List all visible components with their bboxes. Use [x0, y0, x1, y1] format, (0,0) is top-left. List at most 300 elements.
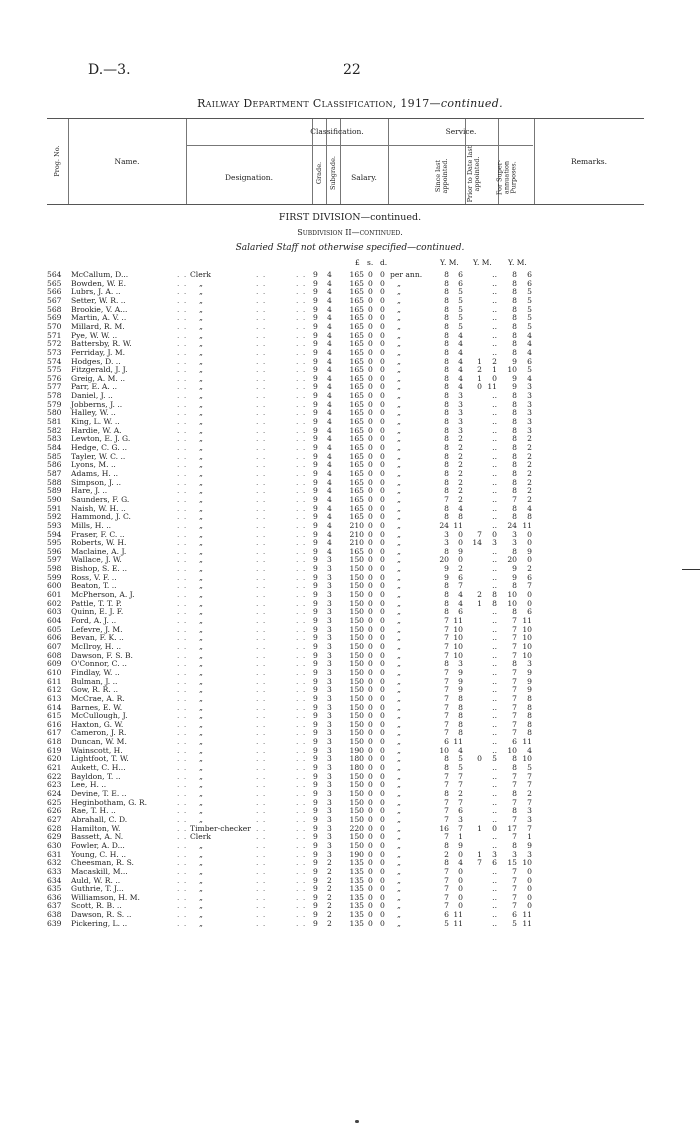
leader-dots: . . — [296, 295, 307, 305]
leader-dots: . . — [296, 780, 307, 790]
row-pence: 0 — [380, 711, 385, 721]
row-pence: 0 — [380, 633, 385, 643]
table-row — [0, 815, 700, 824]
row-grade: 9 — [313, 814, 318, 824]
row-super-years: 8 — [512, 763, 517, 773]
row-super-years: 20 — [507, 555, 517, 565]
leader-dots: . . — [296, 598, 307, 608]
leader-dots: . . — [296, 443, 307, 452]
row-pence: 0 — [380, 425, 385, 435]
leader-dots: . . — [177, 728, 188, 738]
unit-pound: £ — [355, 258, 360, 267]
row-since-years: 3 — [444, 529, 449, 539]
row-shillings: 0 — [368, 451, 373, 461]
row-prog-no: 604 — [47, 616, 62, 625]
row-name: Lubrs, J. A. .. — [71, 287, 121, 297]
row-prog-no: 571 — [47, 330, 62, 340]
leader-dots: . . — [177, 676, 188, 686]
leader-dots: . . — [256, 866, 267, 876]
row-since-months: 8 — [458, 728, 463, 738]
row-designation-ditto: „ — [199, 373, 203, 383]
row-prior-months: .. — [492, 494, 497, 504]
leader-dots: . . — [296, 607, 307, 617]
row-per-ditto: „ — [397, 347, 401, 357]
row-designation-ditto: „ — [199, 468, 203, 478]
table-row — [0, 703, 700, 712]
row-subgrade: 4 — [327, 512, 332, 522]
row-super-years: 15 — [507, 858, 517, 868]
row-since-years: 8 — [444, 659, 449, 669]
document-code: D.—3. — [88, 62, 131, 78]
table-row — [0, 850, 700, 859]
leader-dots: . . — [256, 434, 267, 444]
row-pence: 0 — [380, 520, 385, 530]
row-pence: 0 — [380, 607, 385, 617]
leader-dots: . . — [177, 408, 188, 418]
row-prior-months: .. — [492, 321, 497, 331]
leader-dots: . . — [256, 564, 267, 574]
row-shillings: 0 — [368, 330, 373, 340]
table-row — [0, 486, 700, 495]
table-row — [0, 607, 700, 616]
row-since-years: 8 — [444, 590, 449, 600]
row-super-years: 7 — [512, 711, 517, 721]
row-subgrade: 3 — [327, 650, 332, 660]
leader-dots: . . — [296, 486, 307, 496]
row-prog-no: 564 — [47, 270, 62, 279]
leader-dots: . . — [177, 572, 188, 582]
table-row — [0, 417, 700, 426]
leader-dots: . . — [177, 806, 188, 816]
row-super-years: 7 — [512, 633, 517, 643]
row-prog-no: 627 — [47, 814, 62, 824]
row-super-months: 9 — [527, 667, 532, 677]
leader-dots: . . — [296, 304, 307, 314]
leader-dots: . . — [296, 365, 307, 375]
row-super-months: 8 — [527, 702, 532, 712]
leader-dots: . . — [177, 858, 188, 868]
row-since-months: 6 — [458, 806, 463, 816]
row-super-years: 9 — [512, 382, 517, 392]
row-since-years: 7 — [444, 650, 449, 660]
row-prog-no: 630 — [47, 840, 62, 850]
row-super-months: 10 — [522, 641, 532, 651]
row-subgrade: 4 — [327, 356, 332, 366]
row-prior-months: .. — [492, 693, 497, 703]
row-shillings: 0 — [368, 408, 373, 418]
row-designation-ditto: „ — [199, 494, 203, 504]
row-per-ditto: „ — [397, 460, 401, 470]
table-row — [0, 357, 700, 366]
row-since-years: 8 — [444, 365, 449, 375]
row-pence: 0 — [380, 797, 385, 807]
row-prior-months: .. — [492, 270, 497, 279]
leader-dots: . . — [296, 321, 307, 331]
row-per-ditto: „ — [397, 564, 401, 574]
row-since-years: 8 — [444, 503, 449, 513]
row-per-ditto: „ — [397, 823, 401, 833]
row-prior-months: .. — [492, 555, 497, 565]
row-super-years: 7 — [512, 676, 517, 686]
row-grade: 9 — [313, 382, 318, 392]
row-name: Fitzgerald, J. J. — [71, 365, 128, 375]
row-name: Simpson, J. .. — [71, 477, 121, 487]
row-since-months: 5 — [458, 754, 463, 764]
leader-dots: . . — [177, 304, 188, 314]
row-prog-no: 608 — [47, 650, 62, 660]
row-prior-months: 11 — [487, 382, 497, 392]
row-prior-months: .. — [492, 737, 497, 747]
row-salary: 165 — [349, 278, 364, 288]
row-grade: 9 — [313, 321, 318, 331]
row-pence: 0 — [380, 538, 385, 548]
row-grade: 9 — [313, 443, 318, 452]
row-per-ditto: „ — [397, 832, 401, 842]
row-designation-ditto: „ — [199, 321, 203, 331]
row-super-years: 6 — [512, 737, 517, 747]
header-designation: Designation. — [225, 173, 273, 182]
row-super-months: 6 — [527, 607, 532, 617]
row-per-ditto: „ — [397, 330, 401, 340]
row-shillings: 0 — [368, 468, 373, 478]
leader-dots: . . — [177, 391, 188, 401]
row-since-years: 8 — [444, 486, 449, 496]
unit-pence: d. — [380, 258, 388, 267]
leader-dots: . . — [256, 468, 267, 478]
table-row — [0, 746, 700, 755]
row-designation-ditto: „ — [199, 581, 203, 591]
row-pence: 0 — [380, 399, 385, 409]
row-super-months: 9 — [527, 546, 532, 556]
leader-dots: . . — [177, 814, 188, 824]
row-per-ditto: „ — [397, 391, 401, 401]
row-since-months: 5 — [458, 287, 463, 297]
row-since-years: 3 — [444, 538, 449, 548]
row-subgrade: 4 — [327, 417, 332, 427]
row-shillings: 0 — [368, 616, 373, 625]
row-since-years: 8 — [444, 399, 449, 409]
leader-dots: . . — [296, 840, 307, 850]
row-per-ditto: „ — [397, 676, 401, 686]
row-super-months: 9 — [527, 676, 532, 686]
row-shillings: 0 — [368, 295, 373, 305]
row-prior-months: 8 — [492, 598, 497, 608]
row-prior-months: .. — [492, 633, 497, 643]
row-prog-no: 583 — [47, 434, 62, 444]
row-grade: 9 — [313, 892, 318, 902]
leader-dots: . . — [256, 719, 267, 729]
row-since-years: 7 — [444, 616, 449, 625]
row-prog-no: 607 — [47, 641, 62, 651]
row-prog-no: 617 — [47, 728, 62, 738]
table-row — [0, 642, 700, 651]
row-super-months: 0 — [527, 590, 532, 600]
row-super-months: 4 — [527, 373, 532, 383]
row-super-months: 11 — [522, 910, 532, 920]
row-prog-no: 610 — [47, 667, 62, 677]
row-shillings: 0 — [368, 823, 373, 833]
leader-dots: . . — [256, 443, 267, 452]
leader-dots: . . — [256, 546, 267, 556]
row-per-ditto: „ — [397, 719, 401, 729]
leader-dots: . . — [256, 598, 267, 608]
row-since-months: 8 — [458, 512, 463, 522]
row-grade: 9 — [313, 858, 318, 868]
row-pence: 0 — [380, 581, 385, 591]
row-grade: 9 — [313, 313, 318, 323]
row-super-months: 7 — [527, 797, 532, 807]
row-name: Millard, R. M. — [71, 321, 125, 331]
row-prog-no: 605 — [47, 624, 62, 634]
row-subgrade: 4 — [327, 373, 332, 383]
row-since-months: 4 — [458, 503, 463, 513]
row-grade: 9 — [313, 624, 318, 634]
row-salary: 135 — [349, 875, 364, 885]
leader-dots: . . — [296, 797, 307, 807]
row-pence: 0 — [380, 546, 385, 556]
row-super-months: 8 — [527, 711, 532, 721]
row-since-years: 7 — [444, 875, 449, 885]
row-subgrade: 2 — [327, 918, 332, 928]
leader-dots: . . — [296, 399, 307, 409]
row-designation: Clerk — [190, 832, 211, 842]
header-since-last: Since last appointed. — [434, 158, 449, 194]
row-since-months: 0 — [458, 538, 463, 548]
row-salary: 165 — [349, 434, 364, 444]
leader-dots: . . — [296, 693, 307, 703]
row-since-years: 8 — [444, 373, 449, 383]
row-super-months: 2 — [527, 564, 532, 574]
row-since-months: 6 — [458, 572, 463, 582]
leader-dots: . . — [256, 365, 267, 375]
row-name: McCrae, A. R. — [71, 693, 125, 703]
row-prior-months: .. — [492, 564, 497, 574]
row-super-years: 8 — [512, 443, 517, 452]
row-prior-months: .. — [492, 814, 497, 824]
row-designation: Timber-checker — [190, 823, 251, 833]
row-super-months: 3 — [527, 399, 532, 409]
row-prog-no: 598 — [47, 564, 62, 574]
row-subgrade: 4 — [327, 313, 332, 323]
row-pence: 0 — [380, 737, 385, 747]
row-since-months: 3 — [458, 391, 463, 401]
row-name: Bishop, S. E. .. — [71, 564, 128, 574]
table-row — [0, 625, 700, 634]
row-pence: 0 — [380, 806, 385, 816]
row-per-ditto: „ — [397, 520, 401, 530]
leader-dots: . . — [296, 832, 307, 842]
row-name: Pye, W. W. .. — [71, 330, 118, 340]
row-prior-months: .. — [492, 503, 497, 513]
row-subgrade: 4 — [327, 270, 332, 279]
row-grade: 9 — [313, 659, 318, 669]
row-since-months: 0 — [458, 555, 463, 565]
leader-dots: . . — [256, 477, 267, 487]
row-shillings: 0 — [368, 771, 373, 781]
row-name: Hamilton, W. — [71, 823, 121, 833]
leader-dots: . . — [177, 330, 188, 340]
row-grade: 9 — [313, 287, 318, 297]
row-since-years: 7 — [444, 797, 449, 807]
row-since-years: 5 — [444, 918, 449, 928]
row-super-months: 10 — [522, 858, 532, 868]
leader-dots: . . — [296, 650, 307, 660]
row-subgrade: 3 — [327, 728, 332, 738]
row-grade: 9 — [313, 494, 318, 504]
row-per-ditto: „ — [397, 373, 401, 383]
row-super-years: 9 — [512, 373, 517, 383]
leader-dots: . . — [296, 884, 307, 894]
row-salary: 135 — [349, 884, 364, 894]
row-super-years: 9 — [512, 356, 517, 366]
row-subgrade: 3 — [327, 667, 332, 677]
row-grade: 9 — [313, 365, 318, 375]
row-shillings: 0 — [368, 832, 373, 842]
row-prior-months: 0 — [492, 373, 497, 383]
table-row — [0, 668, 700, 677]
row-shillings: 0 — [368, 789, 373, 798]
row-super-months: 4 — [527, 330, 532, 340]
table-row — [0, 408, 700, 417]
row-grade: 9 — [313, 520, 318, 530]
row-super-months: 4 — [527, 503, 532, 513]
row-since-months: 10 — [453, 633, 463, 643]
row-super-years: 8 — [512, 659, 517, 669]
row-prior-years: 14 — [472, 538, 482, 548]
row-prior-months: .. — [492, 572, 497, 582]
leader-dots: . . — [177, 607, 188, 617]
table-row — [0, 478, 700, 487]
row-grade: 9 — [313, 373, 318, 383]
row-since-years: 7 — [444, 667, 449, 677]
row-designation-ditto: „ — [199, 763, 203, 773]
row-super-months: 6 — [527, 270, 532, 279]
row-salary: 150 — [349, 685, 364, 695]
row-shillings: 0 — [368, 278, 373, 288]
table-row — [0, 858, 700, 867]
row-salary: 150 — [349, 737, 364, 747]
row-shillings: 0 — [368, 693, 373, 703]
row-salary: 165 — [349, 503, 364, 513]
row-designation-ditto: „ — [199, 295, 203, 305]
row-name: McCallum, D... — [71, 270, 129, 279]
row-grade: 9 — [313, 702, 318, 712]
table-row — [0, 685, 700, 694]
row-since-months: 8 — [458, 702, 463, 712]
row-subgrade: 3 — [327, 763, 332, 773]
row-since-months: 5 — [458, 763, 463, 773]
leader-dots: . . — [296, 503, 307, 513]
row-prior-months: .. — [492, 789, 497, 798]
leader-dots: . . — [177, 468, 188, 478]
row-salary: 165 — [349, 313, 364, 323]
row-grade: 9 — [313, 840, 318, 850]
row-super-years: 7 — [512, 494, 517, 504]
row-subgrade: 4 — [327, 278, 332, 288]
row-salary: 220 — [349, 823, 364, 833]
header-subgrade: Subgrade. — [329, 155, 337, 191]
row-prior-months: .. — [492, 650, 497, 660]
row-salary: 165 — [349, 443, 364, 452]
row-pence: 0 — [380, 849, 385, 859]
row-prior-months: .. — [492, 884, 497, 894]
row-subgrade: 3 — [327, 685, 332, 695]
row-pence: 0 — [380, 884, 385, 894]
row-per-ditto: „ — [397, 780, 401, 790]
row-since-months: 2 — [458, 468, 463, 478]
row-prog-no: 572 — [47, 339, 62, 349]
row-since-months: 3 — [458, 814, 463, 824]
row-salary: 165 — [349, 477, 364, 487]
table-row — [0, 780, 700, 789]
row-since-months: 2 — [458, 494, 463, 504]
row-shillings: 0 — [368, 780, 373, 790]
row-since-years: 7 — [444, 624, 449, 634]
leader-dots: . . — [177, 339, 188, 349]
leader-dots: . . — [296, 347, 307, 357]
row-prog-no: 569 — [47, 313, 62, 323]
row-shillings: 0 — [368, 538, 373, 548]
row-name: Quinn, E. J. F. — [71, 607, 124, 617]
leader-dots: . . — [256, 529, 267, 539]
row-pence: 0 — [380, 624, 385, 634]
row-super-years: 8 — [512, 434, 517, 444]
row-super-years: 8 — [512, 546, 517, 556]
row-subgrade: 3 — [327, 806, 332, 816]
row-subgrade: 2 — [327, 910, 332, 920]
row-prior-months: .. — [492, 866, 497, 876]
row-super-months: 0 — [527, 892, 532, 902]
leader-dots: . . — [177, 538, 188, 548]
row-subgrade: 4 — [327, 391, 332, 401]
row-prior-months: .. — [492, 918, 497, 928]
margin-mark — [682, 569, 700, 570]
row-super-months: 10 — [522, 754, 532, 764]
row-grade: 9 — [313, 546, 318, 556]
row-subgrade: 3 — [327, 832, 332, 842]
row-salary: 165 — [349, 451, 364, 461]
row-salary: 150 — [349, 771, 364, 781]
row-super-months: 5 — [527, 763, 532, 773]
leader-dots: . . — [296, 910, 307, 920]
row-since-months: 2 — [458, 477, 463, 487]
row-subgrade: 3 — [327, 572, 332, 582]
leader-dots: . . — [177, 737, 188, 747]
row-designation-ditto: „ — [199, 417, 203, 427]
row-designation-ditto: „ — [199, 365, 203, 375]
table-row — [0, 893, 700, 902]
leader-dots: . . — [296, 339, 307, 349]
row-name: Parr, E. A. .. — [71, 382, 118, 392]
row-subgrade: 3 — [327, 693, 332, 703]
row-since-months: 10 — [453, 624, 463, 634]
row-super-years: 8 — [512, 451, 517, 461]
row-super-years: 8 — [512, 840, 517, 850]
leader-dots: . . — [177, 373, 188, 383]
row-prog-no: 619 — [47, 745, 62, 755]
row-shillings: 0 — [368, 590, 373, 600]
row-subgrade: 4 — [327, 494, 332, 504]
leader-dots: . . — [256, 789, 267, 798]
row-name: Dawson, R. S. .. — [71, 910, 132, 920]
row-name: Mills, H. .. — [71, 520, 112, 530]
leader-dots: . . — [256, 884, 267, 894]
row-pence: 0 — [380, 745, 385, 755]
row-since-years: 7 — [444, 866, 449, 876]
row-pence: 0 — [380, 763, 385, 773]
row-per-ditto: „ — [397, 789, 401, 798]
row-prog-no: 573 — [47, 347, 62, 357]
